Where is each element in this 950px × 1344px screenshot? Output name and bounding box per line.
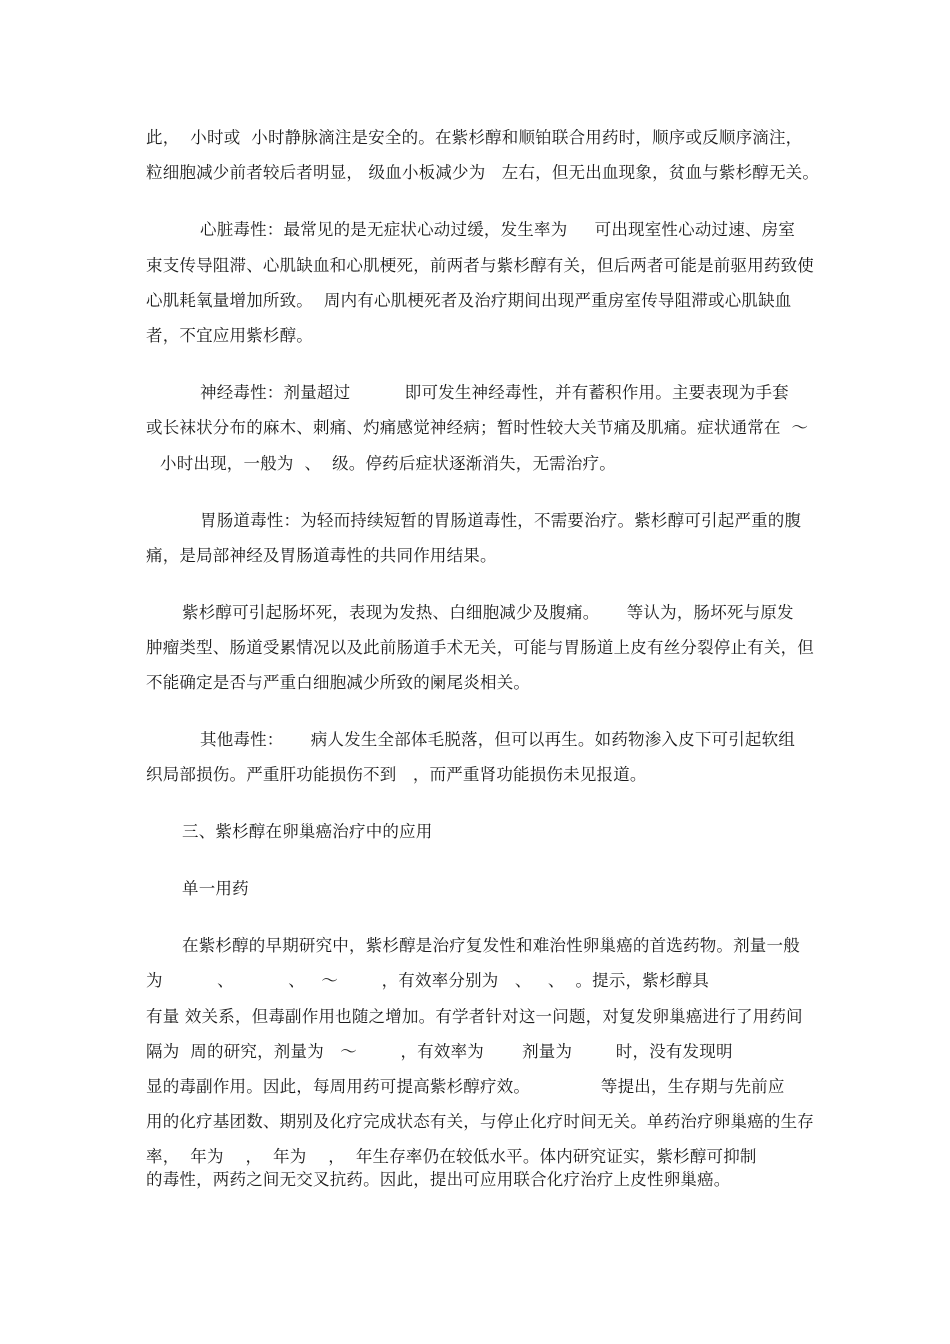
subsection-heading: 单一用药 [182,879,249,898]
paragraph-line: 有量 效关系，但毒副作用也随之增加。有学者针对这一问题，对复发卵巢癌进行了用药间 [146,1007,803,1026]
paragraph-line: 神经毒性：剂量超过 即可发生神经毒性，并有蓄积作用。主要表现为手套 [200,383,789,402]
paragraph-line: 的毒性，两药之间无交叉抗药。因此，提出可应用联合化疗治疗上皮性卵巢癌。 [146,1170,731,1189]
paragraph-line: 此， 小时或 小时静脉滴注是安全的。在紫杉醇和顺铂联合用药时，顺序或反顺序滴注， [146,128,803,147]
paragraph-line: 为 、 、 ～ ，有效率分别为 、 、 。提示，紫杉醇具 [146,971,710,990]
paragraph-line: 心脏毒性：最常见的是无症状心动过缓，发生率为 可出现室性心动过速、房室 [200,220,796,239]
paragraph-line: 小时出现，一般为 、 级。停药后症状逐渐消失，无需治疗。 [160,454,616,473]
paragraph-line: 胃肠道毒性：为轻而持续短暂的胃肠道毒性，不需要治疗。紫杉醇可引起严重的腹 [200,511,802,530]
paragraph-line: 不能确定是否与严重白细胞减少所致的阑尾炎相关。 [146,673,531,692]
paragraph-line: 者，不宜应用紫杉醇。 [146,326,313,345]
paragraph-line: 粒细胞减少前者较后者明显， 级血小板减少为 左右，但无出血现象，贫血与紫杉醇无关。 [146,163,820,182]
paragraph-line: 织局部损伤。严重肝功能损伤不到 ，而严重肾功能损伤未见报道。 [146,765,647,784]
paragraph-line: 心肌耗氧量增加所致。 周内有心肌梗死者及治疗期间出现严重房室传导阻滞或心肌缺血 [146,291,792,310]
paragraph-line: 在紫杉醇的早期研究中，紫杉醇是治疗复发性和难治性卵巢癌的首选药物。剂量一般 [182,936,800,955]
paragraph-line: 其他毒性： 病人发生全部体毛脱落，但可以再生。如药物渗入皮下可引起软组 [200,730,796,749]
paragraph-line: 肿瘤类型、肠道受累情况以及此前肠道手术无关，可能与胃肠道上皮有丝分裂停止有关，但 [146,638,814,657]
paragraph-line: 用的化疗基团数、期别及化疗完成状态有关，与停止化疗时间无关。单药治疗卵巢癌的生存 [146,1112,814,1131]
paragraph-line: 痛，是局部神经及胃肠道毒性的共同作用结果。 [146,546,497,565]
paragraph-line: 隔为 周的研究，剂量为 ～ ，有效率为 剂量为 时，没有发现明 [146,1042,733,1061]
paragraph-line: 束支传导阻滞、心肌缺血和心肌梗死，前两者与紫杉醇有关，但后两者可能是前驱用药致使 [146,256,814,275]
section-heading: 三、紫杉醇在卵巢癌治疗中的应用 [182,822,433,841]
paragraph-line: 紫杉醇可引起肠坏死，表现为发热、白细胞减少及腹痛。 等认为，肠坏死与原发 [182,603,794,622]
paragraph-line: 率， 年为 ， 年为 ， 年生存率仍在较低水平。体内研究证实，紫杉醇可抑制 [146,1147,757,1166]
paragraph-line: 或长袜状分布的麻木、刺痛、灼痛感觉神经病；暂时性较大关节痛及肌痛。症状通常在 ～ [146,418,809,437]
paragraph-line: 显的毒副作用。因此，每周用药可提高紫杉醇疗效。 等提出，生存期与先前应 [146,1077,785,1096]
